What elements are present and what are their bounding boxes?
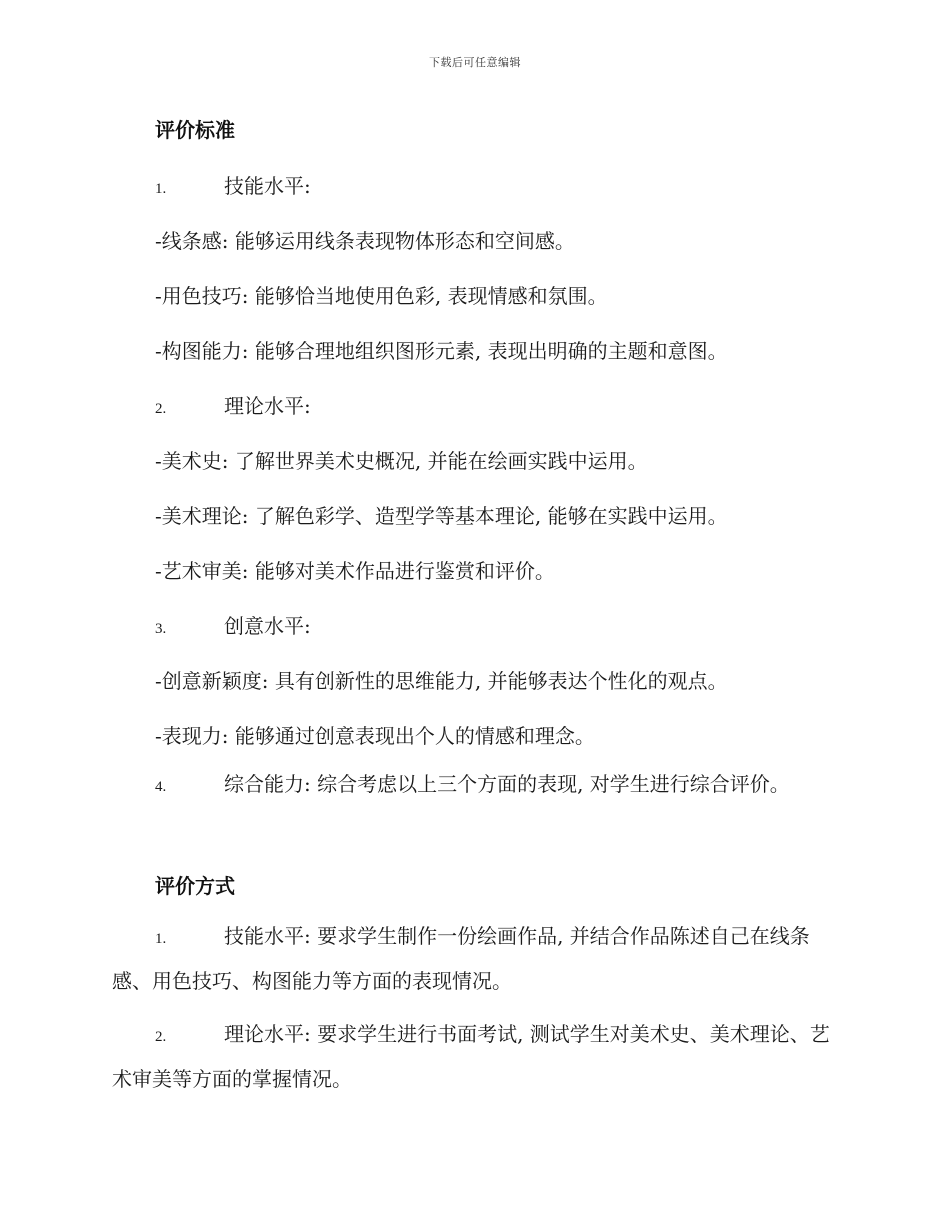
item-paragraph: 综合能力: 综合考虑以上三个方面的表现, 对学生进行综合评价。 xyxy=(224,772,790,796)
item-title: 创意水平: xyxy=(224,614,311,638)
item-number: 1. xyxy=(155,181,167,197)
item-paragraph: 理论水平: 要求学生进行书面考试, 测试学生对美术史、美术理论、艺术审美等方面的掌握情况。 xyxy=(112,1022,830,1091)
criteria-item-4 xyxy=(112,763,838,808)
item-number: 2. xyxy=(155,1029,167,1045)
methods-item-2 xyxy=(112,1013,838,1100)
criteria-item-3 xyxy=(155,610,311,639)
page-header: 下载后可任意编辑 xyxy=(429,56,521,69)
criteria-item-1 xyxy=(155,170,311,199)
criteria-line: -用色技巧: 能够恰当地使用色彩, 表现情感和氛围。 xyxy=(155,284,608,308)
item-number: 2. xyxy=(155,401,167,417)
item-number: 3. xyxy=(155,621,167,637)
criteria-item-2 xyxy=(155,390,311,419)
criteria-line: -艺术审美: 能够对美术作品进行鉴赏和评价。 xyxy=(155,559,555,583)
item-title: 理论水平: xyxy=(224,394,311,418)
item-paragraph: 技能水平: 要求学生制作一份绘画作品, 并结合作品陈述自己在线条感、用色技巧、构图能力等方面的表现情况。 xyxy=(112,924,810,993)
criteria-line: -线条感: 能够运用线条表现物体形态和空间感。 xyxy=(155,229,575,253)
section-heading-criteria: 评价标准 xyxy=(155,118,235,142)
criteria-line: -表现力: 能够通过创意表现出个人的情感和理念。 xyxy=(155,724,595,748)
methods-item-1 xyxy=(112,915,838,1002)
item-number: 4. xyxy=(155,779,167,795)
criteria-line: -美术史: 了解世界美术史概况, 并能在绘画实践中运用。 xyxy=(155,449,648,473)
criteria-line: -美术理论: 了解色彩学、造型学等基本理论, 能够在实践中运用。 xyxy=(155,504,728,528)
section-heading-methods: 评价方式 xyxy=(155,874,235,898)
criteria-line: -构图能力: 能够合理地组织图形元素, 表现出明确的主题和意图。 xyxy=(155,339,728,363)
criteria-line: -创意新颖度: 具有创新性的思维能力, 并能够表达个性化的观点。 xyxy=(155,669,728,693)
item-title: 技能水平: xyxy=(224,174,311,198)
item-number: 1. xyxy=(155,931,167,947)
